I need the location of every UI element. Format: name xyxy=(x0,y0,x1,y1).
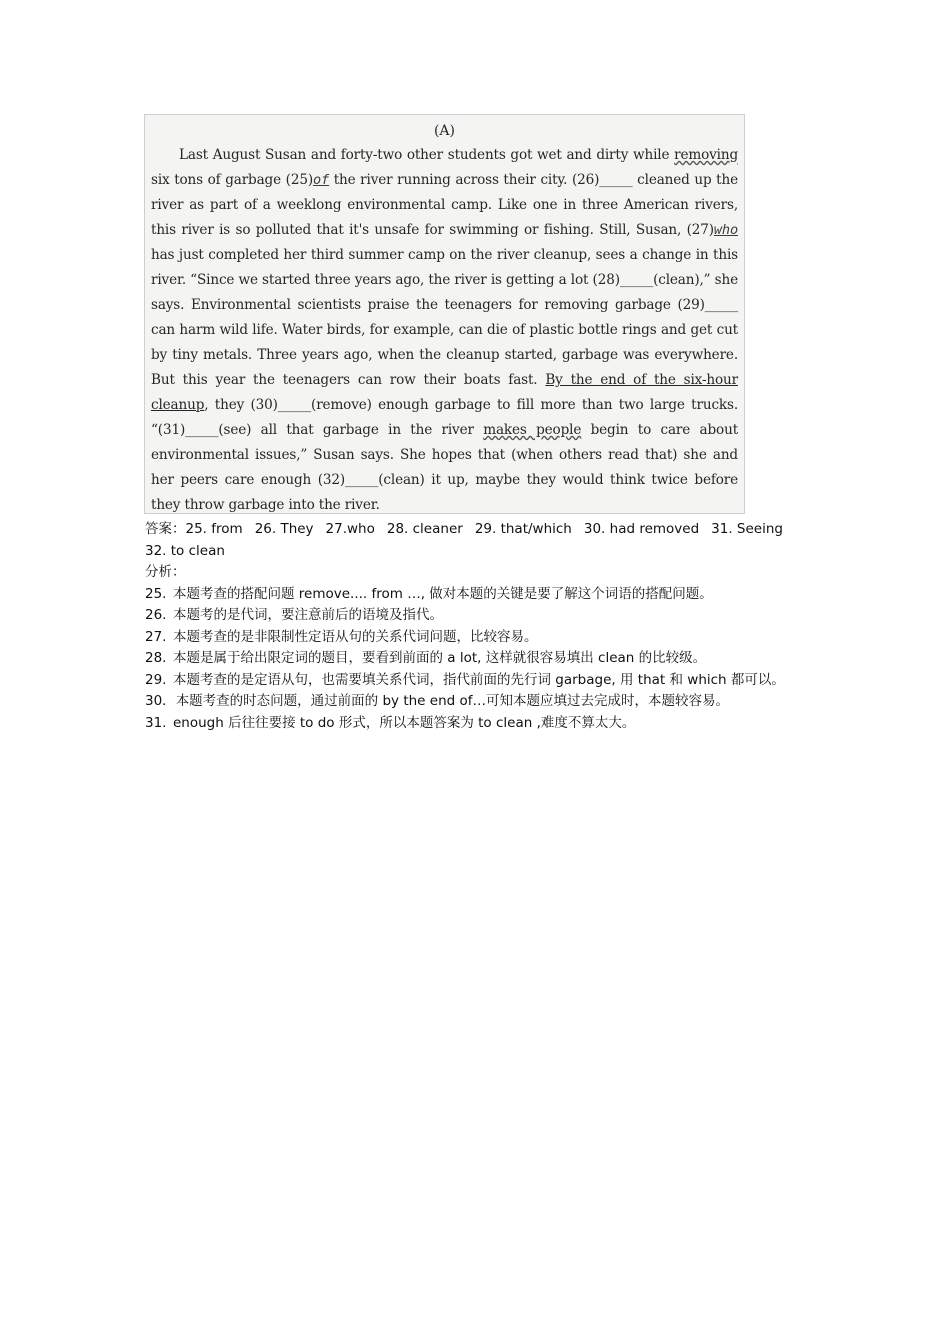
answer-item: 31. Seeing xyxy=(711,521,783,537)
passage-title: (A) xyxy=(433,123,456,139)
handwritten-answer-25: of xyxy=(312,172,330,188)
answer-item: 26. They xyxy=(254,521,314,537)
analysis-number: 26. xyxy=(145,607,167,623)
passage-scan-image xyxy=(144,114,745,514)
analysis-number: 28. xyxy=(145,650,167,666)
passage-underlined-removing: removing xyxy=(674,147,738,163)
answer-item: 25. from xyxy=(185,521,243,537)
passage-underlined-phrase: By the end of the six-hour cleanup xyxy=(151,372,738,413)
passage-text xyxy=(151,143,738,514)
analysis-item xyxy=(145,691,835,713)
passage-seg: Last August Susan and forty-two other students got wet and dirty while xyxy=(179,147,675,163)
passage-seg: has just completed her third summer camp on the river cleanup, sees a change in this river. “Since we started three years ago, the river is getting a lot (28)_____(clean),” she says. Environmental scientists praise the teenagers for removing garbage (29)_____ can harm wild life. Water birds, for example, can die of plastic bottle rings and get cut by tiny metals. Three years ago, when the cleanup started, garbage was everywhere. But this year the teenagers can row their boats fast. xyxy=(151,247,738,388)
analysis-number: 27. xyxy=(145,628,167,645)
analysis-text: 本题考查的搭配问题 remove.... from …, 做对本题的关键是要了解这个词语的搭配问题。 xyxy=(173,585,713,602)
analysis-text: enough 后往往要接 to do 形式，所以本题答案为 to clean ,难度不算太大。 xyxy=(173,714,636,731)
analysis-text: 本题是属于给出限定词的题目，要看到前面的 a lot, 这样就很容易填出 clean 的比较级。 xyxy=(173,650,707,666)
passage-seg: , they (30)_____(remove) enough garbage to fill more than two large trucks. “(31)_____(see) all that garbage in the river xyxy=(151,397,738,438)
answer-item: 29. that/which xyxy=(474,521,572,537)
answer-item: 28. cleaner xyxy=(386,521,463,537)
answer-line xyxy=(145,519,835,541)
passage-seg: the river running across their city. (26)_____ cleaned up the river as part of a weeklong environmental camp. Like one in three American rivers, this river is so polluted that it's unsafe for swimming or fishing. Still, Susan, (27) xyxy=(151,172,738,238)
analysis-label: 分析： xyxy=(145,564,186,580)
analysis-number: 30． xyxy=(145,693,176,709)
analysis-number: 29. xyxy=(145,671,167,688)
answer-item: 27.who xyxy=(325,521,375,537)
analysis-text: 本题考的是代词，要注意前后的语境及指代。 xyxy=(173,607,443,623)
analysis-item xyxy=(145,584,835,606)
answer-analysis-section xyxy=(145,519,835,734)
analysis-item xyxy=(145,713,835,735)
analysis-number: 25. xyxy=(145,585,167,602)
analysis-item xyxy=(145,648,835,670)
analysis-item xyxy=(145,605,835,627)
analysis-number: 31. xyxy=(145,714,167,731)
analysis-item xyxy=(145,670,835,692)
answer-line-continued: 32. to clean xyxy=(145,542,225,559)
passage-underlined-makes-people: makes people xyxy=(483,422,582,438)
answer-item: 30. had removed xyxy=(583,521,700,537)
handwritten-answer-27: who xyxy=(713,222,738,238)
analysis-text: 本题考查的时态问题，通过前面的 by the end of…可知本题应填过去完成时，本题较容易。 xyxy=(175,693,730,709)
analysis-text: 本题考查的是定语从句，也需要填关系代词，指代前面的先行词 garbage, 用 that 和 which 都可以。 xyxy=(173,671,785,688)
analysis-text: 本题考查的是非限制性定语从句的关系代词问题，比较容易。 xyxy=(173,628,538,645)
passage-seg: begin to care about environmental issues,” Susan says. She hopes that (when others read that) she and her peers care enough (32)_____(clean) it up, maybe they would think twice before they throw garbage into the river. xyxy=(151,422,739,513)
answer-label: 答案： xyxy=(145,521,186,537)
analysis-item xyxy=(145,627,835,649)
passage-seg: six tons of garbage (25) xyxy=(151,172,313,188)
